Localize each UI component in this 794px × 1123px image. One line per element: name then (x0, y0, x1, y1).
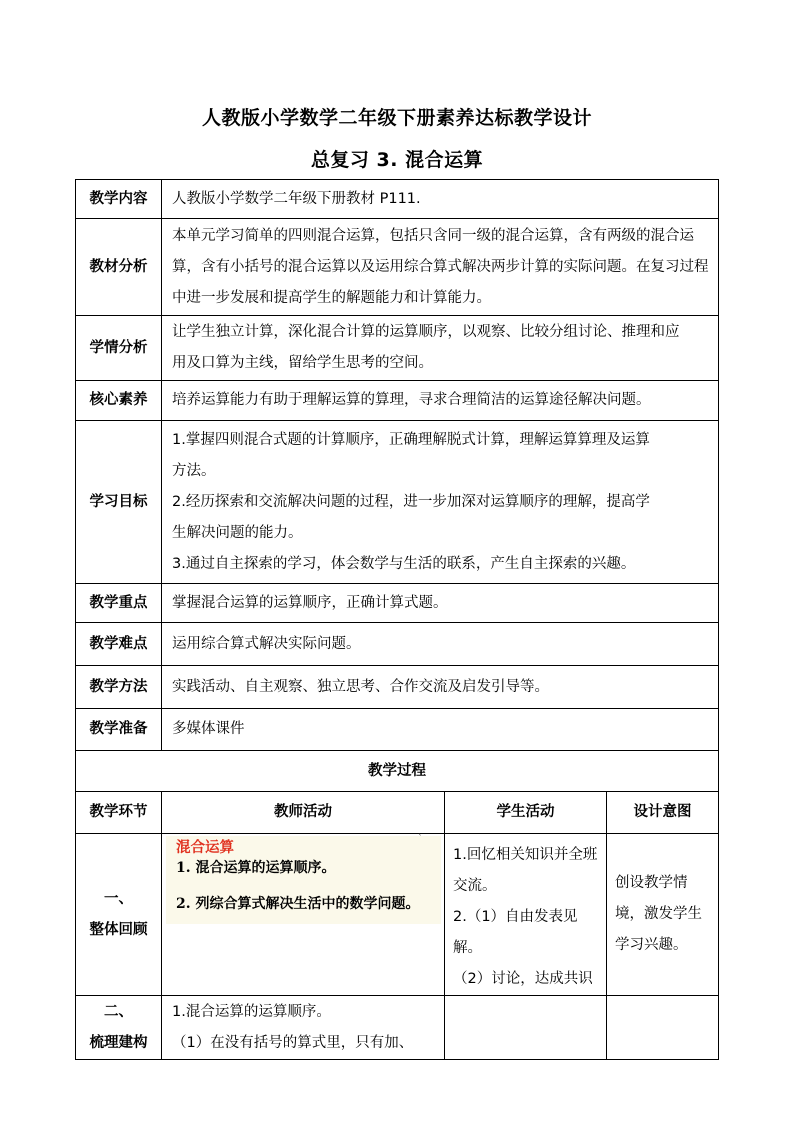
info-line: 本单元学习简单的四则混合运算，包括只含同一级的混合运算，含有两级的混合运 (172, 227, 694, 244)
info-label: 教学内容 (76, 180, 162, 219)
intent-line: 境，激发学生 (615, 906, 702, 922)
info-line: 人教版小学数学二年级下册教材 P111. (172, 190, 421, 207)
column-header: 设计意图 (607, 792, 719, 834)
info-label: 教材分析 (76, 219, 162, 316)
teacher-activity (162, 996, 445, 1060)
info-row (76, 219, 719, 316)
intent-line: 学习兴趣。 (615, 937, 688, 953)
info-content (162, 666, 719, 709)
info-line: 中进一步发展和提高学生的解题能力和计算能力。 (172, 289, 491, 306)
column-header: 学生活动 (445, 792, 607, 834)
slide-image (162, 834, 444, 958)
info-row (76, 709, 719, 751)
info-label: 教学准备 (76, 709, 162, 751)
column-header: 教学环节 (76, 792, 162, 834)
info-content (162, 421, 719, 584)
student-activity (445, 996, 607, 1060)
info-content (162, 623, 719, 666)
teacher-line: 1.混合运算的运算顺序。 (172, 1003, 331, 1020)
info-row (76, 316, 719, 381)
slide-mark: ` (418, 834, 423, 844)
info-row (76, 623, 719, 666)
student-line: 1.回忆相关知识并全班 (453, 847, 598, 863)
design-intent (607, 834, 719, 996)
info-row (76, 584, 719, 623)
slide-line: 1. 混合运算的运算顺序。 (176, 860, 336, 876)
info-line: 3.通过自主探索的学习，体会数学与生活的联系，产生自主探索的兴趣。 (172, 555, 636, 572)
column-header: 教师活动 (162, 792, 445, 834)
student-line: （2）讨论，达成共识 (453, 971, 593, 987)
student-line: 2.（1）自由发表见解。 (453, 909, 578, 956)
info-line: 让学生独立计算，深化混合计算的运算顺序，以观察、比较分组讨论、推理和应 (172, 324, 680, 340)
info-label: 教学方法 (76, 666, 162, 709)
info-line: 生解决问题的能力。 (172, 524, 303, 541)
info-line: 培养运算能力有助于理解运算的算理，寻求合理简洁的运算途径解决问题。 (172, 392, 651, 408)
info-label: 学情分析 (76, 316, 162, 381)
info-line: 掌握混合运算的运算顺序，正确计算式题。 (172, 594, 448, 611)
info-content (162, 219, 719, 316)
info-content (162, 709, 719, 751)
process-row (76, 834, 719, 996)
slide-title: 混合运算 (176, 840, 234, 856)
slide-line: 2. 列综合算式解决生活中的数学问题。 (176, 896, 420, 912)
stage-number: 二、 (104, 1003, 133, 1020)
info-row (76, 666, 719, 709)
student-activity (445, 834, 607, 996)
student-line: 交流。 (453, 878, 497, 894)
stage-name: 整体回顾 (89, 921, 148, 938)
info-label: 教学难点 (76, 623, 162, 666)
info-line: 运用综合算式解决实际问题。 (172, 635, 361, 652)
process-header-row (76, 792, 719, 834)
info-row (76, 180, 719, 219)
process-heading-row (76, 751, 719, 792)
info-line: 1.掌握四则混合式题的计算顺序，正确理解脱式计算，理解运算算理及运算 (172, 431, 650, 448)
info-label: 学习目标 (76, 421, 162, 584)
info-line: 2.经历探索和交流解决问题的过程，进一步加深对运算顺序的理解，提高学 (172, 493, 650, 510)
stage-cell (76, 834, 162, 996)
info-label: 核心素养 (76, 381, 162, 421)
stage-number: 一、 (104, 890, 133, 907)
teacher-line: （1）在没有括号的算式里，只有加、 (172, 1034, 414, 1051)
lesson-subtitle: 总复习 3. 混合运算 (310, 149, 484, 171)
info-label: 教学重点 (76, 584, 162, 623)
info-line: 算，含有小括号的混合运算以及运用综合算式解决两步计算的实际问题。在复习过程 (172, 258, 709, 275)
document-title: 人教版小学数学二年级下册素养达标教学设计 (201, 107, 592, 129)
info-row (76, 381, 719, 421)
info-content (162, 180, 719, 219)
intent-line: 创设教学情 (615, 875, 688, 891)
info-line: 实践活动、自主观察、独立思考、合作交流及启发引导等。 (172, 678, 549, 695)
info-line: 用及口算为主线，留给学生思考的空间。 (172, 355, 433, 371)
process-heading: 教学过程 (76, 751, 719, 792)
info-line: 方法。 (172, 462, 216, 479)
process-row (76, 996, 719, 1060)
stage-name: 梳理建构 (89, 1034, 148, 1051)
stage-cell (76, 996, 162, 1060)
teacher-activity (162, 834, 445, 996)
lesson-plan-table (75, 179, 719, 1060)
info-row (76, 421, 719, 584)
design-intent (607, 996, 719, 1060)
info-content (162, 584, 719, 623)
slide-background (166, 836, 441, 924)
info-line: 多媒体课件 (172, 721, 245, 737)
info-content (162, 381, 719, 421)
info-content (162, 316, 719, 381)
